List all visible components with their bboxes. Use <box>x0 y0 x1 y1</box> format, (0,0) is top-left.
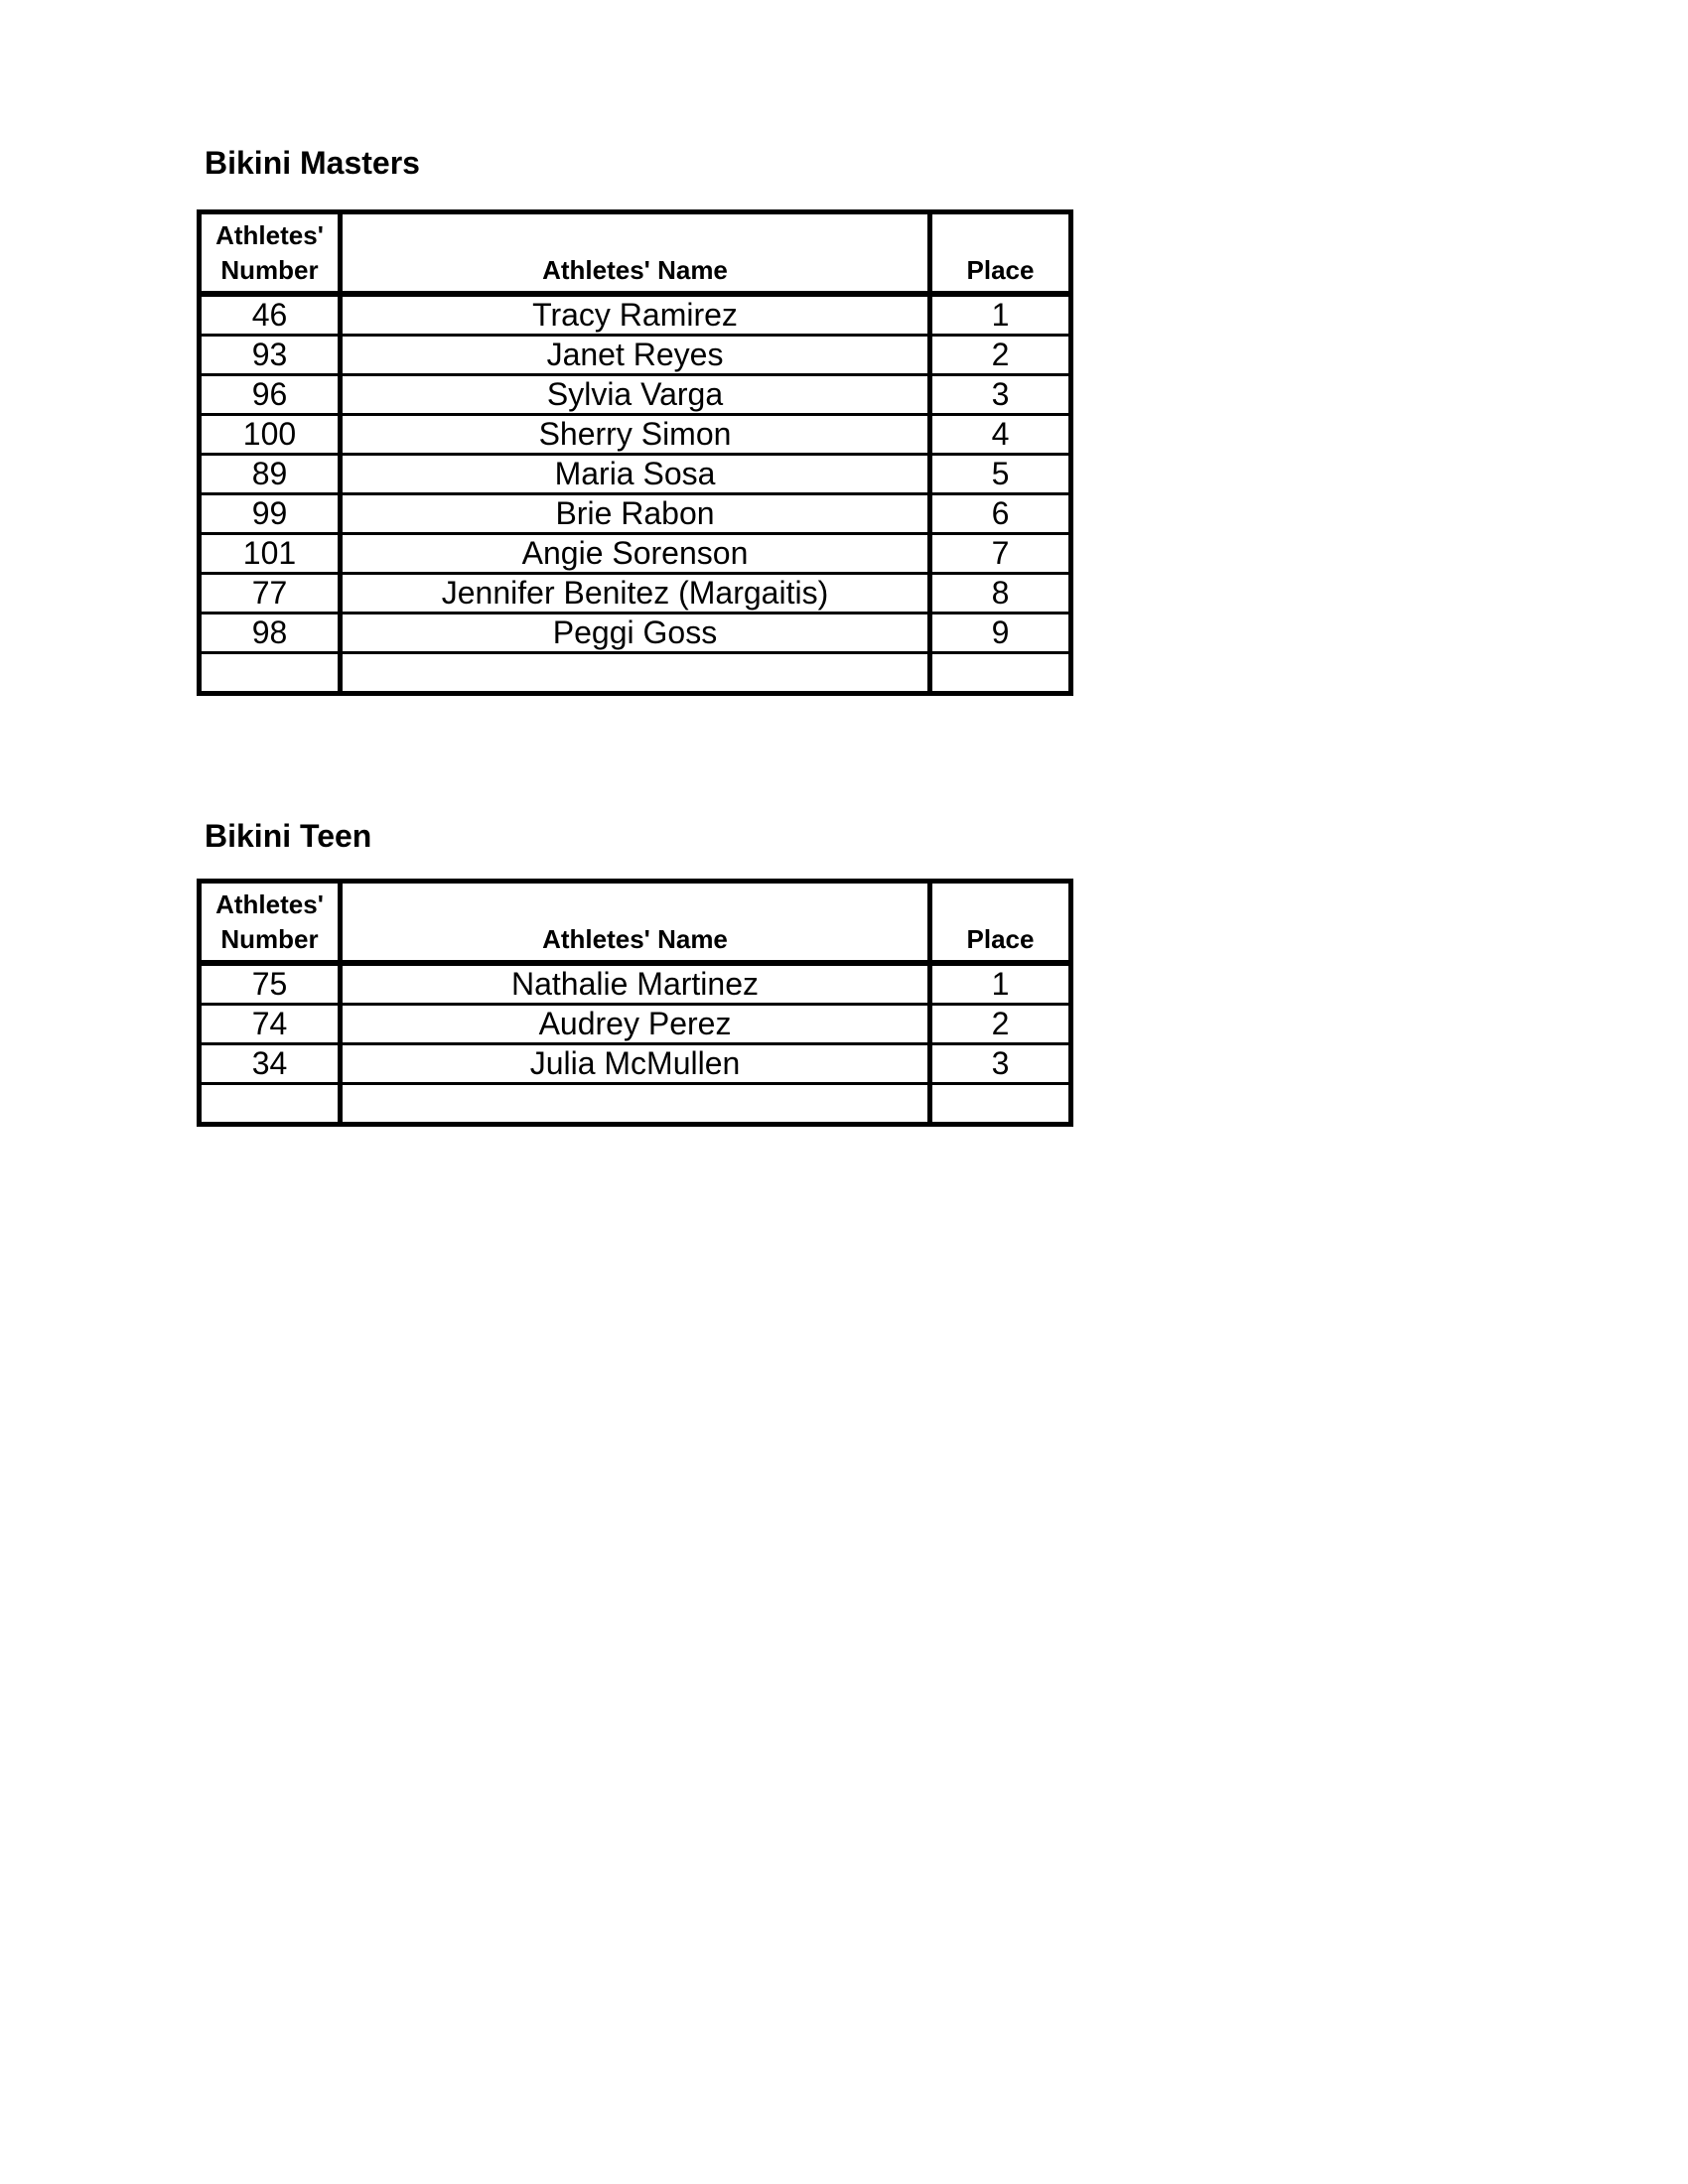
athlete-number: 99 <box>200 494 341 534</box>
table-row <box>200 415 1071 455</box>
athlete-place: 8 <box>930 574 1071 614</box>
athlete-number: 46 <box>251 297 288 333</box>
athlete-number: 93 <box>200 336 341 375</box>
athlete-place: 9 <box>930 614 1071 653</box>
athlete-place: 2 <box>930 1005 1071 1044</box>
table-row <box>200 455 1071 494</box>
header-number-line1: Athletes' <box>215 220 324 250</box>
header-athletes-name: Athletes' Name <box>341 882 930 964</box>
athlete-number: 98 <box>200 614 341 653</box>
athlete-name <box>341 1084 930 1125</box>
athlete-name: Nathalie Martinez <box>341 963 930 1005</box>
athlete-name: Sherry Simon <box>341 415 930 455</box>
athlete-number: 34 <box>200 1044 341 1084</box>
header-athletes-name: Athletes' Name <box>341 212 930 295</box>
header-row <box>200 882 1071 964</box>
section-title-bikini-masters: Bikini Masters <box>205 145 420 181</box>
header-place: Place <box>930 212 1071 295</box>
athlete-number: 74 <box>200 1005 341 1044</box>
header-athletes-number <box>200 212 341 295</box>
athlete-place: 3 <box>930 375 1071 415</box>
athlete-place: 5 <box>930 455 1071 494</box>
table-row <box>200 614 1071 653</box>
table-row <box>200 494 1071 534</box>
header-place: Place <box>930 882 1071 964</box>
table-row <box>200 534 1071 574</box>
athlete-place: 1 <box>930 294 1071 336</box>
section-title-bikini-teen: Bikini Teen <box>205 818 372 854</box>
header-number-line2: Number <box>220 255 319 285</box>
athlete-number <box>200 1084 341 1125</box>
athlete-number: 100 <box>200 415 341 455</box>
header-athletes-number <box>200 882 341 964</box>
table-row <box>200 336 1071 375</box>
athlete-name: Angie Sorenson <box>341 534 930 574</box>
table-row <box>200 375 1071 415</box>
athlete-number <box>200 653 341 694</box>
header-number-line1: Athletes' <box>215 889 324 919</box>
table-row <box>200 963 1071 1005</box>
header-row <box>200 212 1071 295</box>
results-table-bikini-masters <box>197 209 1073 696</box>
table-row-empty <box>200 1084 1071 1125</box>
athlete-name: Maria Sosa <box>341 455 930 494</box>
athlete-name: Janet Reyes <box>341 336 930 375</box>
athlete-number: 96 <box>200 375 341 415</box>
header-number-line2: Number <box>220 924 319 954</box>
athlete-number: 75 <box>251 966 288 1002</box>
athlete-place: 7 <box>930 534 1071 574</box>
table-row <box>200 1005 1071 1044</box>
athlete-place: 3 <box>930 1044 1071 1084</box>
athlete-name: Brie Rabon <box>341 494 930 534</box>
athlete-number: 77 <box>200 574 341 614</box>
athlete-number: 101 <box>200 534 341 574</box>
athlete-name: Tracy Ramirez <box>341 294 930 336</box>
athlete-name: Sylvia Varga <box>341 375 930 415</box>
athlete-name: Julia McMullen <box>341 1044 930 1084</box>
table-row <box>200 294 1071 336</box>
athlete-place: 6 <box>930 494 1071 534</box>
athlete-name <box>341 653 930 694</box>
athlete-place <box>930 1084 1071 1125</box>
athlete-name: Peggi Goss <box>341 614 930 653</box>
athlete-place: 4 <box>930 415 1071 455</box>
athlete-name: Jennifer Benitez (Margaitis) <box>341 574 930 614</box>
table-row <box>200 1044 1071 1084</box>
table-row-empty <box>200 653 1071 694</box>
athlete-place <box>930 653 1071 694</box>
athlete-place: 2 <box>930 336 1071 375</box>
athlete-place: 1 <box>930 963 1071 1005</box>
athlete-number: 89 <box>200 455 341 494</box>
results-table-bikini-teen <box>197 879 1073 1127</box>
athlete-name: Audrey Perez <box>341 1005 930 1044</box>
table-row <box>200 574 1071 614</box>
